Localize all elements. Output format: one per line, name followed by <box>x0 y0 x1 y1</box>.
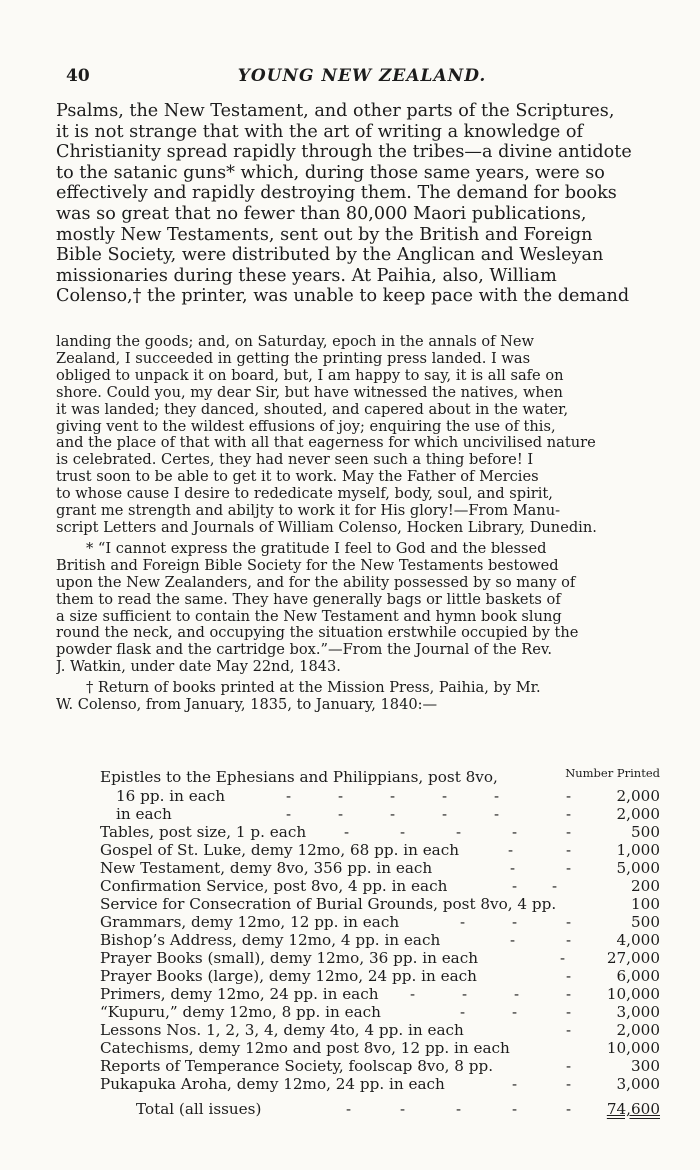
body-line: mostly New Testaments, sent out by the British and Foreign <box>56 224 593 245</box>
footnote-line: round the neck, and occupying the situation erstwhile occupied by the <box>56 625 579 642</box>
footnote-line: and the place of that with all that eagerness for which uncivilised nature <box>56 435 596 452</box>
footnote-line: British and Foreign Bible Society for the New Testaments bestowed <box>56 557 559 574</box>
row-number: 6,000 <box>616 967 660 985</box>
footnote-line: † Return of books printed at the Mission Press, Paihia, by Mr. <box>86 680 541 697</box>
footnote-line: trust soon to be able to get it to work. May the Father of Mercies <box>56 469 539 486</box>
column-header: Number Printed <box>565 766 660 780</box>
footnote-line: to whose cause I desire to rededicate myself, body, soul, and spirit, <box>56 486 553 503</box>
table-row: Gospel of St. Luke, demy 12mo, 68 pp. in each - - 1,000 <box>100 841 660 859</box>
table-row: Bishop’s Address, demy 12mo, 4 pp. in each - - 4,000 <box>100 931 660 949</box>
row-item: Primers, demy 12mo, 24 pp. in each <box>100 985 379 1003</box>
body-line: Psalms, the New Testament, and other parts of the Scriptures, <box>56 101 615 121</box>
row-item: in each <box>116 805 172 823</box>
body-line: it is not strange that with the art of writing a knowledge of <box>56 121 583 142</box>
row-number: 100 <box>631 895 660 913</box>
table-row: “Kupuru,” demy 12mo, 8 pp. in each - - - 3,000 <box>100 1003 660 1021</box>
page-header <box>66 66 658 96</box>
table-row: Grammars, demy 12mo, 12 pp. in each - - - 500 <box>100 913 660 931</box>
table-row <box>100 768 660 786</box>
footnote-line: Zealand, I succeeded in getting the printing press landed. I was <box>56 350 531 367</box>
total-value: 74,600 <box>606 1100 660 1118</box>
table-row: 16 pp. in each - - - - - - 2,000 <box>116 787 660 805</box>
row-item: New Testament, demy 8vo, 356 pp. in each <box>100 859 433 877</box>
row-item: Pukapuka Aroha, demy 12mo, 24 pp. in each <box>100 1075 445 1093</box>
table-row <box>100 1039 660 1057</box>
row-item: Reports of Temperance Society, foolscap 8vo, 8 pp. <box>100 1057 494 1075</box>
table-row: Pukapuka Aroha, demy 12mo, 24 pp. in each - - 3,000 <box>100 1075 660 1093</box>
row-item: Bishop’s Address, demy 12mo, 4 pp. in each <box>100 931 441 949</box>
table-row <box>100 895 660 913</box>
row-item: Lessons Nos. 1, 2, 3, 4, demy 4to, 4 pp. in each <box>100 1021 464 1039</box>
main-body-text <box>56 101 650 307</box>
running-title: YOUNG NEW ZEALAND. <box>237 66 487 86</box>
footnote-line: script Letters and Journals of William Colenso, Hocken Library, Dunedin. <box>56 519 597 536</box>
row-number: 1,000 <box>616 841 660 859</box>
row-item: Prayer Books (large), demy 12mo, 24 pp. in each <box>100 967 477 985</box>
footnote-line: them to read the same. They have generally bags or little baskets of <box>56 591 561 608</box>
row-number: 500 <box>631 823 660 841</box>
footnote-line: J. Watkin, under date May 22nd, 1843. <box>56 659 341 676</box>
row-number: 5,000 <box>616 859 660 877</box>
footnote-line: upon the New Zealanders, and for the ability possessed by so many of <box>56 574 576 591</box>
table-row: Primers, demy 12mo, 24 pp. in each - - - - 10,000 <box>100 985 660 1003</box>
table-row: Reports of Temperance Society, foolscap 8vo, 8 pp. - 300 <box>100 1057 660 1075</box>
body-line: Bible Society, were distributed by the Anglican and Wesleyan <box>56 245 604 266</box>
table-row: Prayer Books (large), demy 12mo, 24 pp. in each - 6,000 <box>100 967 660 985</box>
row-number: 10,000 <box>606 985 660 1003</box>
row-item: Grammars, demy 12mo, 12 pp. in each <box>100 913 400 931</box>
table-row: in each - - - - - - 2,000 <box>116 805 660 823</box>
row-item: Service for Consecration of Burial Grounds, post 8vo, 4 pp. <box>100 895 557 913</box>
footnote-line: obliged to unpack it on board, but, I am happy to say, it is all safe on <box>56 367 564 384</box>
row-item: “Kupuru,” demy 12mo, 8 pp. in each <box>100 1003 381 1021</box>
table-row: New Testament, demy 8vo, 356 pp. in each - - 5,000 <box>100 859 660 877</box>
footnote-dagger <box>56 680 656 714</box>
footnote-line: is celebrated. Certes, they had never seen such a thing before! I <box>56 452 534 469</box>
body-line: Christianity spread rapidly through the tribes—a divine antidote <box>56 142 632 163</box>
row-item: Gospel of St. Luke, demy 12mo, 68 pp. in each <box>100 841 460 859</box>
body-line: was so great that no fewer than 80,000 Maori publications, <box>56 203 587 224</box>
row-number: 300 <box>631 1057 660 1075</box>
body-line: Colenso,† the printer, was unable to keep pace with the demand <box>56 286 630 307</box>
row-number: 4,000 <box>616 931 660 949</box>
row-item: 16 pp. in each <box>116 787 226 805</box>
total-label: Total (all issues) <box>136 1100 262 1118</box>
row-number: 200 <box>631 877 660 895</box>
footnotes <box>56 334 656 714</box>
footnote-line: a size sufficient to contain the New Testament and hymn book slung <box>56 608 562 625</box>
footnote-line: grant me strength and abiljty to work it for His glory!—From Manu- <box>56 503 561 520</box>
row-item: Tables, post size, 1 p. each <box>100 823 307 841</box>
row-number: 500 <box>631 913 660 931</box>
total-row: Total (all issues) - - - - - 74,600 <box>136 1100 660 1118</box>
table-row: Confirmation Service, post 8vo, 4 pp. in each - - 200 <box>100 877 660 895</box>
footnote-star <box>56 541 656 676</box>
body-line: to the satanic guns* which, during those same years, were so <box>56 162 605 183</box>
row-item: Epistles to the Ephesians and Philippians, post 8vo, <box>100 768 498 786</box>
footnote-line: it was landed; they danced, shouted, and capered about in the water, <box>56 401 569 418</box>
body-line: effectively and rapidly destroying them. The demand for books <box>56 183 617 204</box>
footnote-line: giving vent to the wildest effusions of joy; enquiring the use of this, <box>56 418 556 435</box>
footnote-colenso-letter <box>56 334 656 537</box>
row-number: 10,000 <box>606 1039 660 1057</box>
table-row: Tables, post size, 1 p. each - - - - - 500 <box>100 823 660 841</box>
row-item: Prayer Books (small), demy 12mo, 36 pp. in each <box>100 949 479 967</box>
row-item: Confirmation Service, post 8vo, 4 pp. in each <box>100 877 448 895</box>
table-row: Prayer Books (small), demy 12mo, 36 pp. in each - 27,000 <box>100 949 660 967</box>
footnote-line: powder flask and the cartridge box.”—From the Journal of the Rev. <box>56 642 553 659</box>
footnote-line: landing the goods; and, on Saturday, epoch in the annals of New <box>56 334 535 350</box>
body-line: missionaries during these years. At Paihia, also, William <box>56 265 557 286</box>
row-number: 2,000 <box>616 1021 660 1039</box>
row-item: Catechisms, demy 12mo and post 8vo, 12 pp. in each <box>100 1039 510 1057</box>
page-number: 40 <box>66 66 90 86</box>
footnote-line: * “I cannot express the gratitude I feel to God and the blessed <box>86 540 547 557</box>
row-number: 3,000 <box>616 1075 660 1093</box>
row-number: 2,000 <box>616 787 660 805</box>
row-number: 3,000 <box>616 1003 660 1021</box>
table-row: Lessons Nos. 1, 2, 3, 4, demy 4to, 4 pp. in each - 2,000 <box>100 1021 660 1039</box>
row-number: 2,000 <box>616 805 660 823</box>
row-number: 27,000 <box>606 949 660 967</box>
footnote-line: W. Colenso, from January, 1835, to January, 1840:— <box>56 697 438 714</box>
footnote-line: shore. Could you, my dear Sir, but have witnessed the natives, when <box>56 384 563 401</box>
